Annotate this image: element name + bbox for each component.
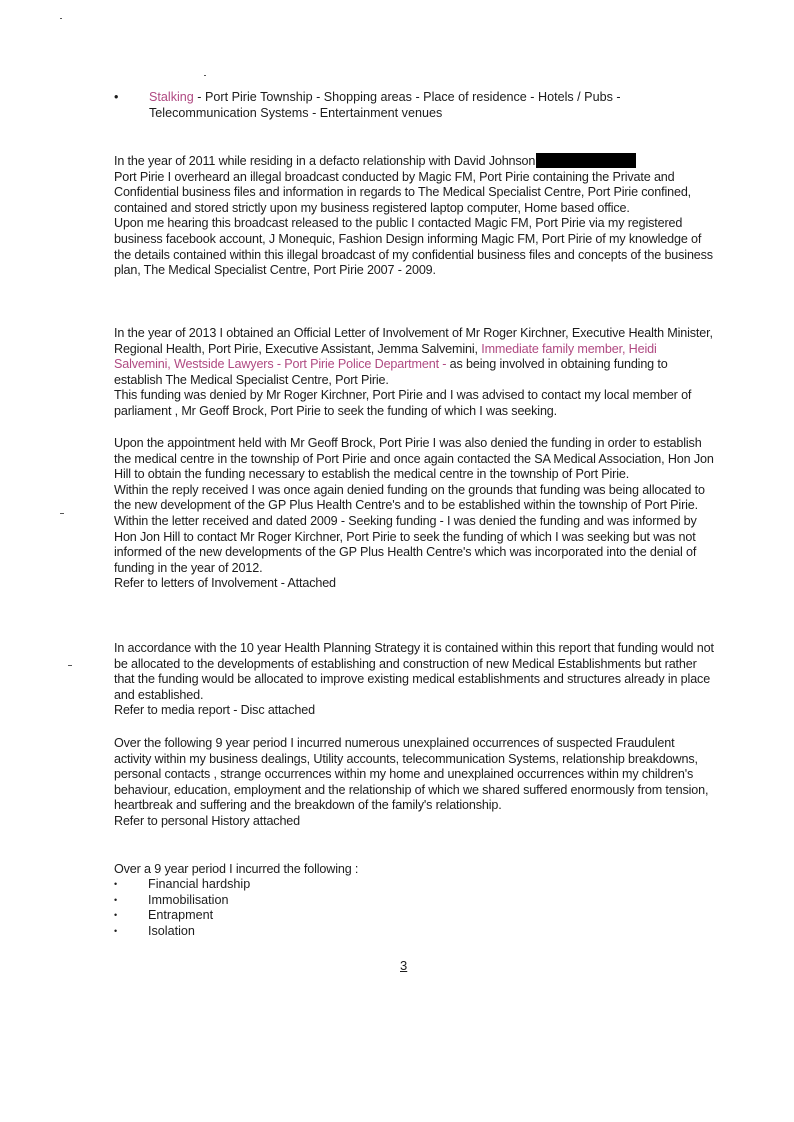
stalking-bullet-text bbox=[149, 90, 684, 121]
paragraph-line bbox=[114, 153, 714, 170]
paragraph-line: Within the letter received and dated 2009 - Seeking funding - I was denied the funding and was informed by Hon Jon Hill to contact Mr Roger Kirchner, Port Pirie to seek the funding of which I was seeking but was not informed of the new developments of the GP Plus Health Centre's which was incorporated into the denial of funding in the year of 2012. bbox=[114, 513, 697, 575]
paragraph-line: Over the following 9 year period I incurred numerous unexplained occurrences of suspected Fraudulent activity within my business dealings, Utility accounts, telecommunication Systems, relationship breakdowns, personal contacts , strange occurrences within my home and unexplained occurrences within my children's behaviour, education, employment and the relationship of which we shared suffered enormously from tension, heartbreak and suffering and the breakdown of the family's relationship. bbox=[114, 736, 709, 813]
scan-speck bbox=[60, 18, 62, 19]
paragraph-text: In the year of 2013 I obtained an Official Letter of Involvement of Mr Roger Kirchner, Executive Health Minister, Regional Health, Port Pirie, Executive Assistant, Jemma Salvemini, bbox=[114, 326, 713, 356]
paragraph-2011-broadcast bbox=[114, 153, 714, 279]
stalking-bullet bbox=[114, 90, 684, 121]
bullet-marker: • bbox=[114, 90, 119, 104]
paragraph-line: Upon me hearing this broadcast released to the public I contacted Magic FM, Port Pirie via my registered business facebook account, J Monequic, Fashion Design informing Magic FM, Port Pirie of my knowledge of the details contained within this illegal broadcast of my confidential business files and concepts of the business plan, The Medical Specialist Centre, Port Pirie 2007 - 2009. bbox=[114, 216, 713, 278]
list-item-label: Immobilisation bbox=[148, 892, 229, 907]
paragraph-line: This funding was denied by Mr Roger Kirchner, Port Pirie and I was advised to contact my local member of parliament , Mr Geoff Brock, Port Pirie to seek the funding of which I was seeking. bbox=[114, 388, 692, 418]
redaction-block bbox=[536, 153, 636, 168]
bullet-marker: • bbox=[114, 910, 118, 921]
page-number: 3 bbox=[400, 958, 408, 973]
scan-speck bbox=[204, 75, 206, 76]
paragraph-line: Port Pirie I overheard an illegal broadcast conducted by Magic FM, Port Pirie containing the Private and Confidential business files and information in regards to The Medical Specialist Centre, Port Pirie confined, contained and stored strictly upon my business registered laptop computer, Home based office. bbox=[114, 169, 692, 215]
list-item-label: Isolation bbox=[148, 923, 195, 938]
paragraph-line bbox=[114, 326, 714, 388]
paragraph-2013-letter bbox=[114, 326, 714, 420]
stalking-locations: - Port Pirie Township - Shopping areas - Place of residence - Hotels / Pubs - Telecommunication Systems - Entertainment venues bbox=[149, 90, 621, 120]
scan-speck bbox=[68, 665, 72, 666]
paragraph-text: as being involved in obtaining funding to establish The Medical Specialist Centre, Port Pirie. bbox=[114, 357, 668, 387]
paragraph-line: Over a 9 year period I incurred the following : bbox=[114, 862, 359, 876]
paragraph-line: Within the reply received I was once again denied funding on the grounds that funding was being allocated to the new development of the GP Plus Health Centre's and to be established within the township of Port Pirie. bbox=[114, 482, 705, 513]
scan-speck bbox=[60, 513, 64, 514]
list-item-label: Financial hardship bbox=[148, 877, 251, 891]
paragraph-nine-year-period bbox=[114, 736, 714, 830]
bullet-marker: • bbox=[114, 925, 118, 936]
paragraph-geoff-brock bbox=[114, 436, 714, 592]
paragraph-health-strategy bbox=[114, 641, 714, 719]
stalking-highlight: Stalking bbox=[149, 90, 194, 104]
bullet-marker: • bbox=[114, 879, 118, 889]
paragraph-line: In accordance with the 10 year Health Planning Strategy it is contained within this report that funding would not be allocated to the developments of establishing and construction of new Medical Establishments but rather that the funding would be allocated to improve existing medical establishments and structures already in place and established. bbox=[114, 641, 714, 702]
paragraph-text: In the year of 2011 while residing in a defacto relationship with David Johnson bbox=[114, 154, 536, 168]
paragraph-line: Refer to media report - Disc attached bbox=[114, 703, 315, 718]
paragraph-line: Refer to letters of Involvement - Attached bbox=[114, 576, 336, 591]
bullet-marker: • bbox=[114, 894, 118, 905]
paragraph-list-intro bbox=[114, 862, 714, 878]
paragraph-line: Upon the appointment held with Mr Geoff Brock, Port Pirie I was also denied the funding in order to establish the medical centre in the township of Port Pirie and once again contacted the SA Medical Association, Hon Jon Hill to obtain the funding necessary to establish the medical centre in the township of Port Pirie. bbox=[114, 436, 714, 482]
highlighted-parties: Immediate family member, Heidi Salvemini, Westside Lawyers - Port Pirie Police Department - bbox=[114, 341, 657, 372]
paragraph-line: Refer to personal History attached bbox=[114, 813, 301, 828]
list-item-label: Entrapment bbox=[148, 908, 214, 923]
